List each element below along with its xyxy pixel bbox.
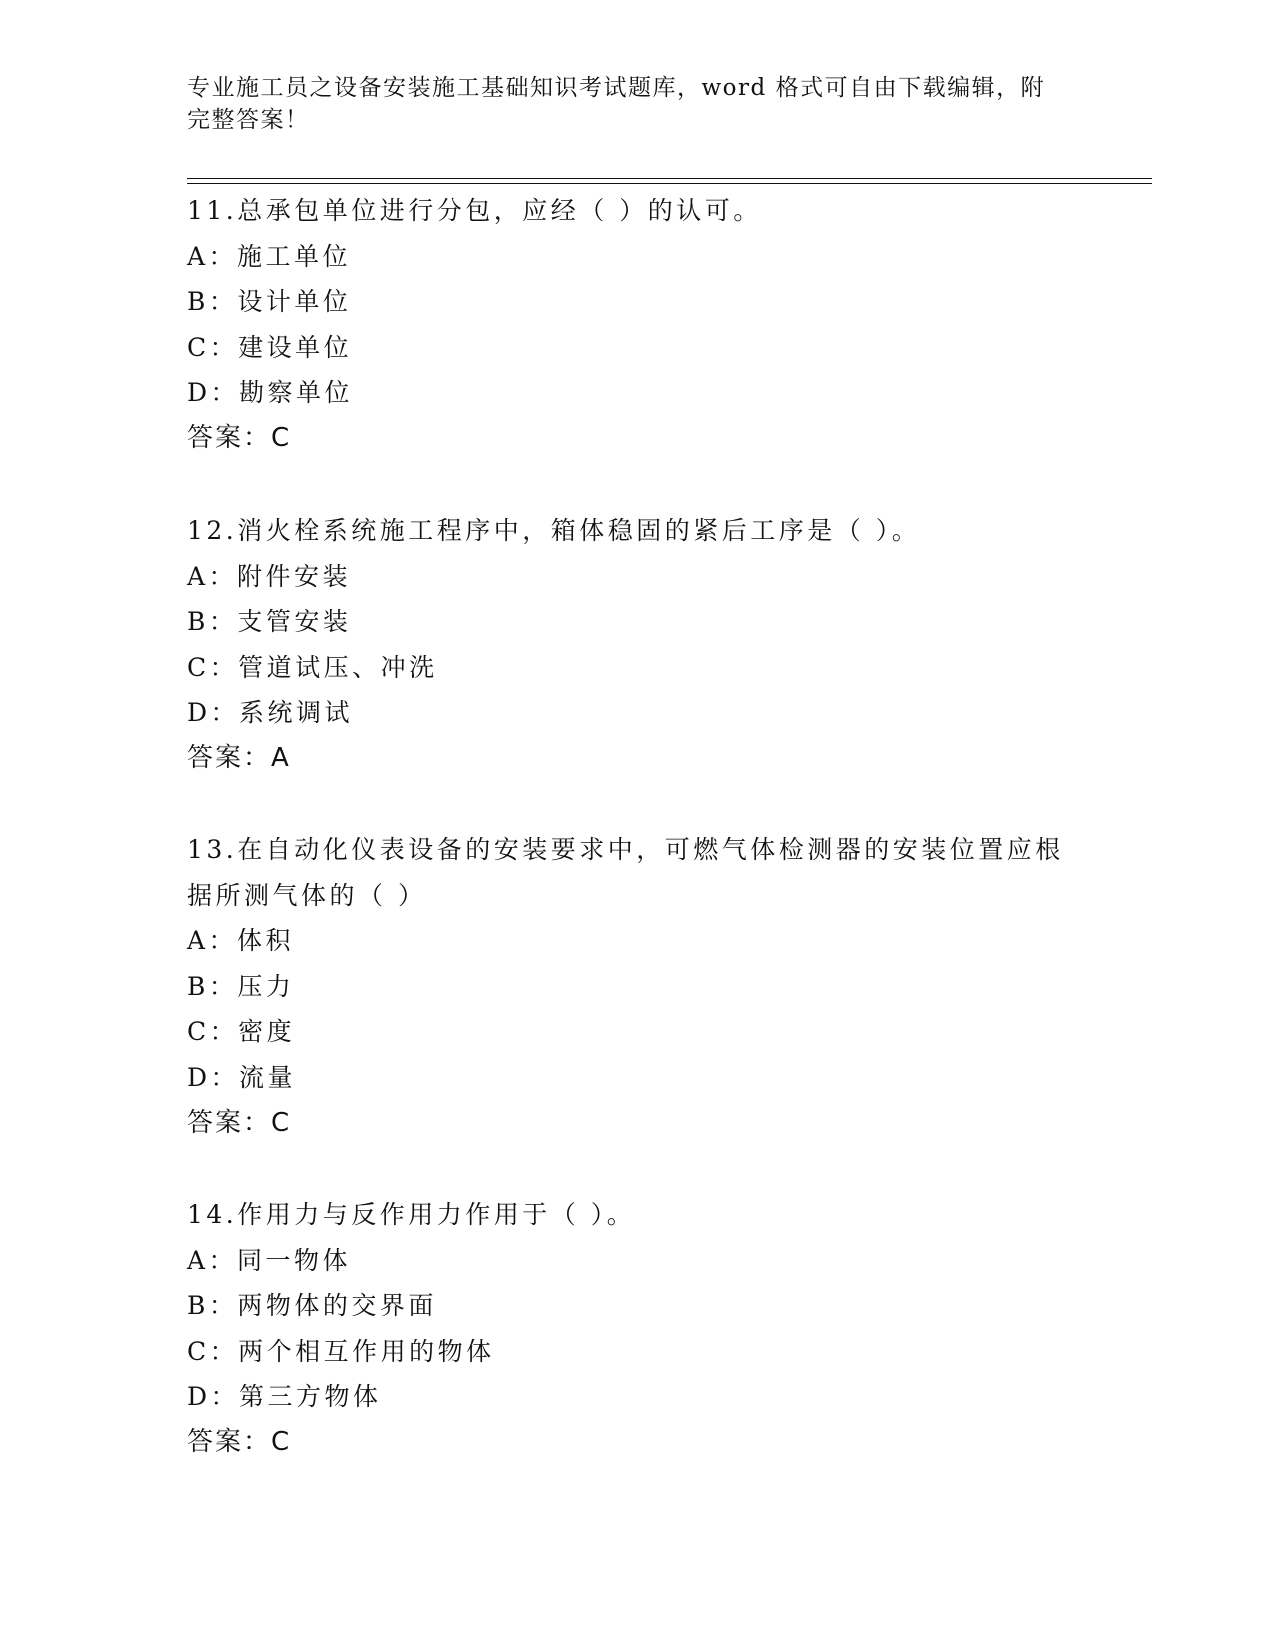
option-b: B：设计单位 bbox=[187, 287, 352, 317]
question-stem: 14.作用力与反作用力作用于（ ）。 bbox=[187, 1200, 636, 1229]
question-stem: 12.消火栓系统施工程序中，箱体稳固的紧后工序是（ ）。 bbox=[187, 516, 921, 545]
question-12 bbox=[187, 508, 1087, 782]
answer-line: 答案：A bbox=[187, 742, 291, 773]
document-header bbox=[187, 72, 1067, 136]
header-divider-bottom bbox=[187, 183, 1152, 184]
answer-line: 答案：C bbox=[187, 1107, 292, 1138]
option-d: D：勘察单位 bbox=[187, 378, 354, 408]
question-14 bbox=[187, 1192, 1087, 1466]
option-a: A：附件安装 bbox=[187, 561, 352, 591]
answer-line: 答案：C bbox=[187, 422, 292, 453]
question-11 bbox=[187, 188, 1087, 462]
option-b: B：支管安装 bbox=[187, 607, 352, 637]
option-a: A：同一物体 bbox=[187, 1245, 352, 1275]
option-a: A：体积 bbox=[187, 926, 295, 956]
answer-line: 答案：C bbox=[187, 1426, 292, 1457]
option-b: B：压力 bbox=[187, 971, 295, 1001]
option-a: A：施工单位 bbox=[187, 241, 352, 271]
question-stem: 13.在自动化仪表设备的安装要求中，可燃气体检测器的安装位置应根据所测气体的（ ） bbox=[187, 835, 1064, 910]
option-c: C：管道试压、冲洗 bbox=[187, 652, 438, 682]
option-c: C：密度 bbox=[187, 1017, 296, 1047]
option-c: C：两个相互作用的物体 bbox=[187, 1336, 495, 1366]
option-c: C：建设单位 bbox=[187, 332, 353, 362]
header-divider-top bbox=[187, 178, 1152, 179]
header-text: 专业施工员之设备安装施工基础知识考试题库，word 格式可自由下载编辑，附完整答案！ bbox=[187, 75, 1046, 133]
option-d: D：第三方物体 bbox=[187, 1382, 382, 1412]
option-b: B：两物体的交界面 bbox=[187, 1291, 437, 1321]
question-stem: 11.总承包单位进行分包，应经（ ）的认可。 bbox=[187, 196, 762, 225]
question-13 bbox=[187, 827, 1087, 1146]
option-d: D：系统调试 bbox=[187, 698, 354, 728]
option-d: D：流量 bbox=[187, 1062, 297, 1092]
